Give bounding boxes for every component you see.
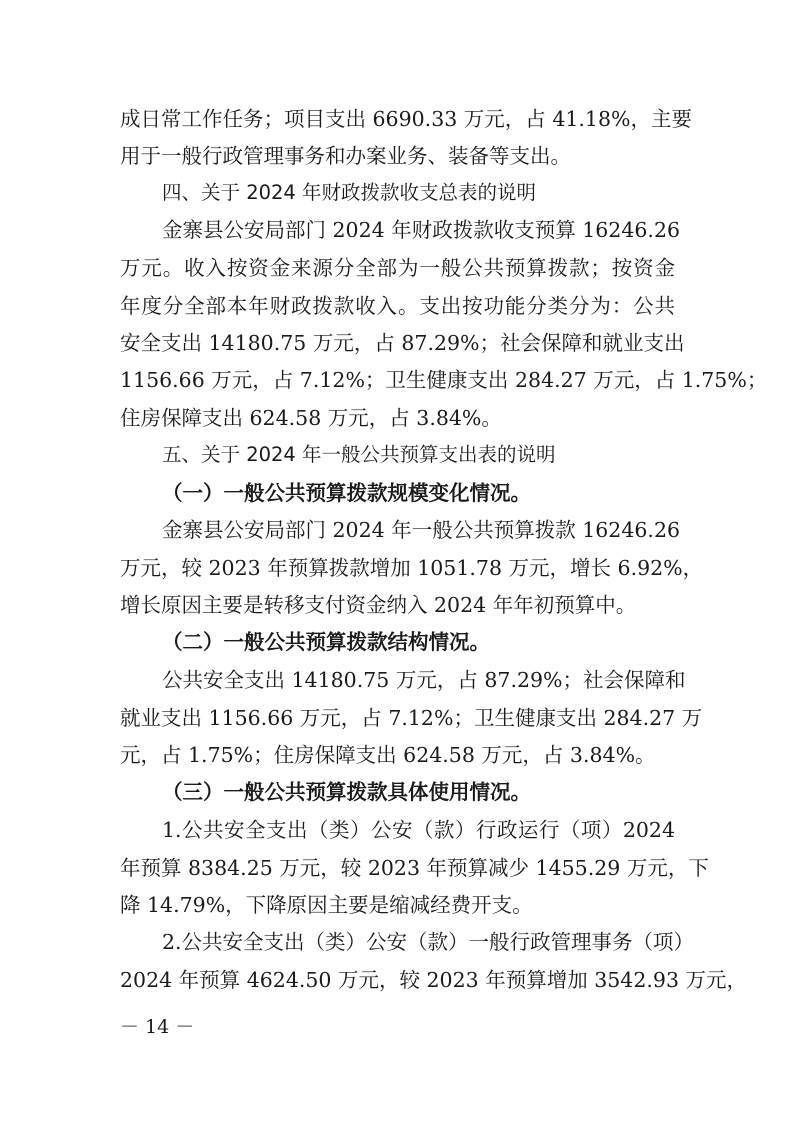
body-text-line: 年预算 8384.25 万元，较 2023 年预算减少 1455.29 万元，下 (120, 856, 709, 880)
page-number: － 14 － (120, 1016, 195, 1038)
body-text-line: 1156.66 万元，占 7.12%；卫生健康支出 284.27 万元，占 1.75%； (120, 368, 768, 392)
body-text-line: 用于一般行政管理事务和办案业务、装备等支出。 (120, 144, 571, 168)
body-text-line: 安全支出 14180.75 万元，占 87.29%；社会保障和就业支出 (120, 331, 685, 355)
body-text-line: 万元。收入按资金来源分全部为一般公共预算拨款；按资金 (120, 256, 675, 280)
item-2-title: 2.公共安全支出（类）公安（款）一般行政管理事务（项） (162, 930, 695, 954)
body-text-line: 住房保障支出 624.58 万元，占 3.84%。 (120, 406, 502, 430)
subsection-heading-1: （一）一般公共预算拨款规模变化情况。 (162, 481, 531, 505)
body-text-line: 就业支出 1156.66 万元，占 7.12%；卫生健康支出 284.27 万 (120, 706, 703, 730)
body-text-line: 元，占 1.75%；住房保障支出 624.58 万元，占 3.84%。 (120, 743, 656, 767)
body-text-line: 降 14.79%，下降原因主要是缩减经费开支。 (120, 893, 533, 917)
body-text-line: 金寨县公安局部门 2024 年财政拨款收支预算 16246.26 (162, 218, 681, 242)
subsection-heading-3: （三）一般公共预算拨款具体使用情况。 (162, 780, 531, 804)
body-text-line: 公共安全支出 14180.75 万元，占 87.29%；社会保障和 (162, 668, 686, 692)
subsection-heading-2: （二）一般公共预算拨款结构情况。 (162, 630, 490, 654)
section-heading-5: 五、关于 2024 年一般公共预算支出表的说明 (162, 443, 556, 466)
section-heading-4: 四、关于 2024 年财政拨款收支总表的说明 (162, 181, 537, 204)
body-text-line: 万元，较 2023 年预算拨款增加 1051.78 万元，增长 6.92%， (120, 556, 704, 580)
body-text-line: 成日常工作任务；项目支出 6690.33 万元，占 41.18%，主要 (120, 107, 692, 131)
body-text-line: 金寨县公安局部门 2024 年一般公共预算拨款 16246.26 (162, 518, 681, 542)
item-1-title: 1.公共安全支出（类）公安（款）行政运行（项）2024 (162, 818, 675, 842)
body-text-line: 年度分全部本年财政拨款收入。支出按功能分类分为：公共 (120, 294, 675, 318)
body-text-line: 增长原因主要是转移支付资金纳入 2024 年年初预算中。 (120, 593, 637, 617)
body-text-line: 2024 年预算 4624.50 万元，较 2023 年预算增加 3542.93 万元， (120, 968, 748, 992)
